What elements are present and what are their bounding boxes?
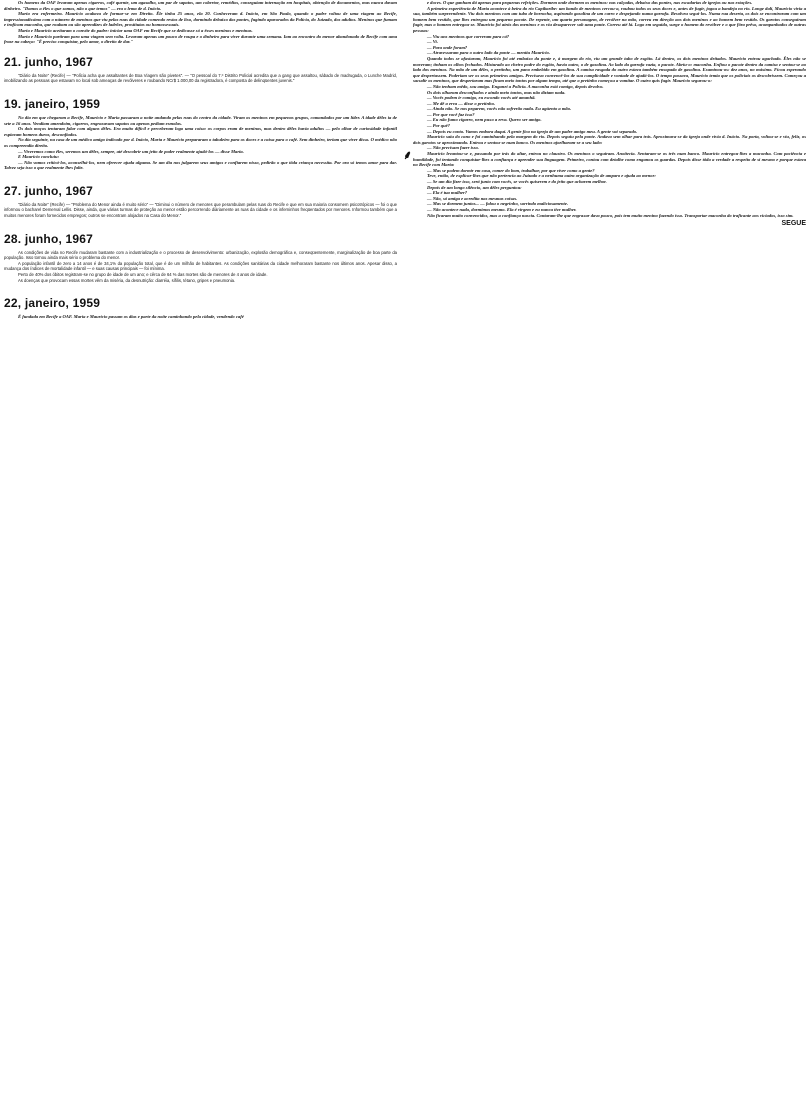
paragraph: As doenças que provocam essas mortes vêm da miséria, da desnutrição: diarréia, sífilis, tétano, gripes e pneumonia. — [18, 277, 236, 283]
paragraph: Maurício levantou-se e, passando por trás do altar, entrou no claustro. Os meninos o seguiram. Anoitecia. Sentaram-se os três num banco. Maurício entregou-lhes a maconha. Com paciência e humildade, foi tentando conquistar-lhes a confiança e aprender sua linguagem. Primeiro, contou com detalhe como enganou os guardas. Depois disse tôda a verdade a respeito de si mesmo e porque estava no Recife com Maria: — [413, 151, 806, 168]
left-sections — [4, 55, 397, 320]
paragraph: — Ainda não. Se nos pegarem, vocês não sofrerão nada. Eu agüento a mão. — [427, 106, 572, 112]
paragraph: — Por que você faz isso? — [427, 111, 475, 117]
paragraph: "Diário da Noite" (Recife) — "Polícia acha que assaltantes de Boa Viagem são pivetes". — "O pessoal do 7.º Distrito Policial acredita que a gang que assaltou, sábado de madrugada, o Lunche Madrid, imobilizando as pessoas que estavam no local sob ameaças de revólveres e roubando NCr$ 1.000,00 da registradora, é composta de delinqüentes juvenis." — [4, 72, 397, 84]
paragraph: — Para onde foram? — [427, 44, 468, 50]
continued-footer: SEGUE — [781, 220, 806, 228]
paragraph: Teve, então, de explicar-lhes que não pertencia ao Juizado e a nenhuma outra organização de amparo e ajuda ao menor: — [427, 173, 656, 179]
paragraph: — Vocês podem ir comigo, eu escondo vocês até amanhã. — [427, 95, 536, 101]
paragraph: — Se um dia fizer isso, será junto com vocês, se vocês quiserem e do jeito que acharem melhor. — [427, 179, 607, 184]
paragraph: — Não, só amiga e acredita nas mesmas coisas. — [427, 195, 518, 201]
right-column — [413, 0, 806, 1101]
paragraph: Os dois moços tentaram falar com alguns dêles. Era muito difícil e perceberam logo uma coisa: os corpos eram de meninos, mas dentro dêles havia adultos — pelo olhar de curiosidade infantil espiavam homens duros, desconfiados. — [4, 126, 397, 137]
paragraph: — Não precisam fazer isso. — [427, 145, 479, 151]
left-column — [4, 0, 397, 1101]
paragraph: Quando todos se afastaram, Maurício foi até embaixo da ponte e, à margem do rio, viu um grande tubo de esgôto. Lá dentro, os dois meninos deitados. Maurício entrou agachado. Êles não se moveram; tinham os olhos fechados. Misturado ao cheiro podre do esgôto, havia outro, o de gasolina. Ao lado da garrafa vazia, o pacote. Abriu-o: maconha. Enfiou o pacote dentro da camisa e sentou-se ao lado dos meninos. Na mão de um dêles, o pretinho, um pano embebido em gasolina. A camisa rasgada do outro estava também ensopada de gasolina. Examinou-os: dez anos, no máximo. Ficou esperando que despertassem. Poderiam ser os seus primeiros amigos. Precisava convencê-los de sua cumplicidade e vontade de ajudá-los. O tempo passava, Maurício temia que os policiais os descobrissem. Começou a sacudir os meninos, que despertaram mas ficam meio tontos por algum tempo, até que o pretinho começou a vomitar. O outro quis fugir. Maurício segurou-o: — [413, 55, 806, 84]
section-date: 22, janeiro, 1959 — [4, 296, 101, 311]
paragraph: Perto de 40% dos óbitos registram-se no grupo de idade de um ano; e cêrca de 64 % das mortes são de menores de 4 anos de idade. — [18, 272, 268, 278]
paragraph: Maria e Maurício partiram para uma viagem sem volta. Levaram apenas um pouco de roupa e o dinheiro para viver durante uma semana. Iam ao encontro do menor abandonado de Recife com uma frase na cabeça: "É preciso conquistar, pelo amor, o direito de dar." — [4, 33, 397, 45]
paragraph: — Não vamos criticá-los, aconselhá-los, nem oferecer ajuda alguma. Se um dia nos julgarem seus amigos e confiarem nisso, pedirão o que tôda criança necessita. Por ora só temos amor para dar. Talvez seja isso o que realmente lhes falte. — [4, 159, 397, 171]
paragraph: — Por quê? — [427, 123, 450, 129]
paragraph: — Não tenham mêdo, sou amigo. Enganei a Polícia. A maconha está comigo, depois devolvo. — [427, 83, 604, 89]
paragraph: As condições de vida no Recife mudaram bastante com a industrialização e o processo de desenvolvimento: urbanização, explosão demográfica e, conseqüentemente, marginalização de boa parte da população. Isso tornou ainda mais sério o problema do menor. — [4, 249, 397, 261]
paragraph: "Diário da Noite" (Recife) — "Problema do Menor ainda é muito sério" — "Diminui o número de menores que perambulam pelas ruas do Recife e que em sua maioria consomem psicotrópicos — foi o que informou o bacharel Demerval Lellis. Disse, ainda, que várias turmas de proteção ao menor estão percorrendo diàriamente as ruas da cidade e os inferninhos freqüentados por menores. Informou também que a muitos menores foram fornecidos empregos; outros se encontram alojados na Casa do Menor." — [4, 201, 397, 219]
paragraph: Depois de um longo silêncio, um dêles perguntou: — [427, 184, 522, 190]
margin-mark: ⸙ — [403, 148, 413, 162]
paragraph: E Maurício concluiu: — [18, 154, 60, 160]
section-date: 19. janeiro, 1959 — [4, 96, 101, 111]
section-date: 21. junho, 1967 — [4, 54, 94, 69]
paragraph: e doces. O que ganham dá apenas para pequenas refeições. Dormem onde dormem os meninos: nas calçadas, debaixo das pontes, nas escadarias de igrejas ou nas estações. — [427, 0, 753, 5]
paragraph: — Me dê a erva — disse o pretinho. — [427, 100, 496, 106]
paragraph: — Mas se dormem juntos... — falou o negrinho, sorrindo maliciosamente. — [427, 201, 569, 207]
paragraph: — Viu uns meninos que correram para cá? — [427, 33, 510, 39]
left-intro — [4, 0, 397, 45]
paragraph: — Eu não fumo cigarro, nem puxo a erva. Quero ser amigo. — [427, 117, 542, 123]
paragraph: Não ficaram muito convencidos, mas a confiança nascia. Contaram-lhe que engraxar dava pouco, pois tem muito menino fazendo isso. Transportar maconha do traficante aos viciados, isso sim. — [427, 212, 794, 218]
paragraph: — Atravessaram para o outro lado da ponte — mentiu Maurício. — [427, 50, 550, 56]
paragraph: Os homens da OAF levaram apenas cigarros, café quente, um agasalho, um par de sapatos, um cobertor, remédios, conseguiam internação em hospitais, obtenção de documentos, mas nunca davam dinheiro. "Damos a êles o que somos, não o que temos" — era o lema de d. Inácio. — [4, 0, 397, 11]
paragraph: Maria era enfermeira. Maurício acabava de formar-se em Direito. Êle tinha 25 anos, ela 20. Conheceram d. Inácio, em São Paulo, quando o padre voltou de uma viagem ao Recife, impressionadíssimo com o número de meninos que viu pelas ruas da cidade comendo restos de lixo, dormindo debaixo das pontes, fugindo apavorados da Polícia, do Juizado, dos adultos. Meninos que fumam e traficam maconha, que roubam ou são aprendizes de ladrões, prostitutas ou homossexuais. — [4, 11, 397, 28]
paragraph: No dia em que chegaram a Recife, Maurício e Maria passaram a noite andando pelas ruas do centro da cidade. Viram os meninos em pequenos grupos, comandados por um líder. A idade dêles ia de sete a 16 anos. Vendiam amendoim, cigarros, engraxavam sapatos ou apenas pediam esmolas. — [4, 114, 397, 126]
section-date: 27. junho, 1967 — [4, 183, 94, 198]
section-date: 28. junho, 1967 — [4, 231, 94, 246]
paragraph: A população infantil de zero a 14 anos é de 34,1% da população total, que é de um milhão de habitantes. As condições sanitárias da cidade melhoraram bastante nos últimos anos. Apesar disso, a mudança dos índices de mortalidade infantil — e suas causas principais — foi mínima. — [4, 260, 397, 272]
paragraph: — Não acontece nada, dormimos mesmo. Ela é virgem e eu nunca tive mulher. — [427, 206, 577, 212]
paragraph: A primeira experiência de Maria acontece à beira do rio Capibaribe: um bando de meninos cercou-a, roubou todos os seus doces e, antes de fugir, jogou a bandeja no rio. Longe dali, Maurício vivia a sua, também surpreendente. Viu dois meninos com um tubo de borracha, aspirando gasolina de um carro e despejando numa garrafa. Resolveu segui-los. Numa rua deserta, os dois se encontraram com um homem bem vestido, que lhes entregou um pequeno pacote. De repente, um quarto personagem, de revólver na mão, correu em direção aos dois meninos e ao homem bem vestido. Os garotos conseguiram fugir, mas o homem entregou-se. Maurício foi atrás dos meninos e os viu desaparecer sob uma ponte. Correu até lá. Logo em seguida, surge o homem do revólver e o que fôra prêso, acompanhados de outras pessoas: — [413, 5, 806, 33]
paragraph: É fundada em Recife a OAF. Maria e Maurício passam os dias e parte da noite caminhando pela cidade, vendendo café — [18, 314, 244, 320]
paragraph: No dia seguinte, na casa de um médico amigo indicado por d. Inácio, Maria e Maurício prepararam o tabuleiro para os doces e a caixa para o café. Sem dinheiro, teriam que viver disso. O médico não os compreendia direito. — [4, 137, 397, 148]
paragraph: Maria e Maurício aceitaram o convite do padre: iniciar uma OAF em Recife que se dedicasse só a êsses meninos e meninas. — [18, 27, 253, 33]
paragraph: Maurício saiu do cano e foi caminhando pela margem do rio. Depois seguiu pela ponte. Andava sem olhar para trás. Aproximava-se da igreja onde vivia d. Inácio. Na porta, voltou-se e viu, feliz, os dois garotos se aproximando. Entrou e sentou-se num banco. Os meninos ajoelharam-se a seu lado: — [413, 134, 806, 145]
paragraph: Os dois olharam desconfiados e ainda meio tontos, mas não diziam nada. — [427, 89, 566, 95]
paragraph: — Ela é tua mulher? — [427, 190, 468, 196]
paragraph: — Depois eu conto. Vamos embora daqui. A gente fica na igreja de um padre amigo meu. A gente vai separado. — [427, 128, 638, 134]
paragraph: — Vi. — [427, 39, 438, 45]
paragraph: — Viveremos como êles, seremos um dêles, sempre, até descobrir um jeito de poder realmente ajudá-los — disse Maria. — [18, 148, 244, 154]
paragraph: — Mas se podem dormir em casa, comer do bom, trabalhar, por que viver como a gente? — [427, 167, 595, 173]
right-paras — [413, 0, 806, 218]
